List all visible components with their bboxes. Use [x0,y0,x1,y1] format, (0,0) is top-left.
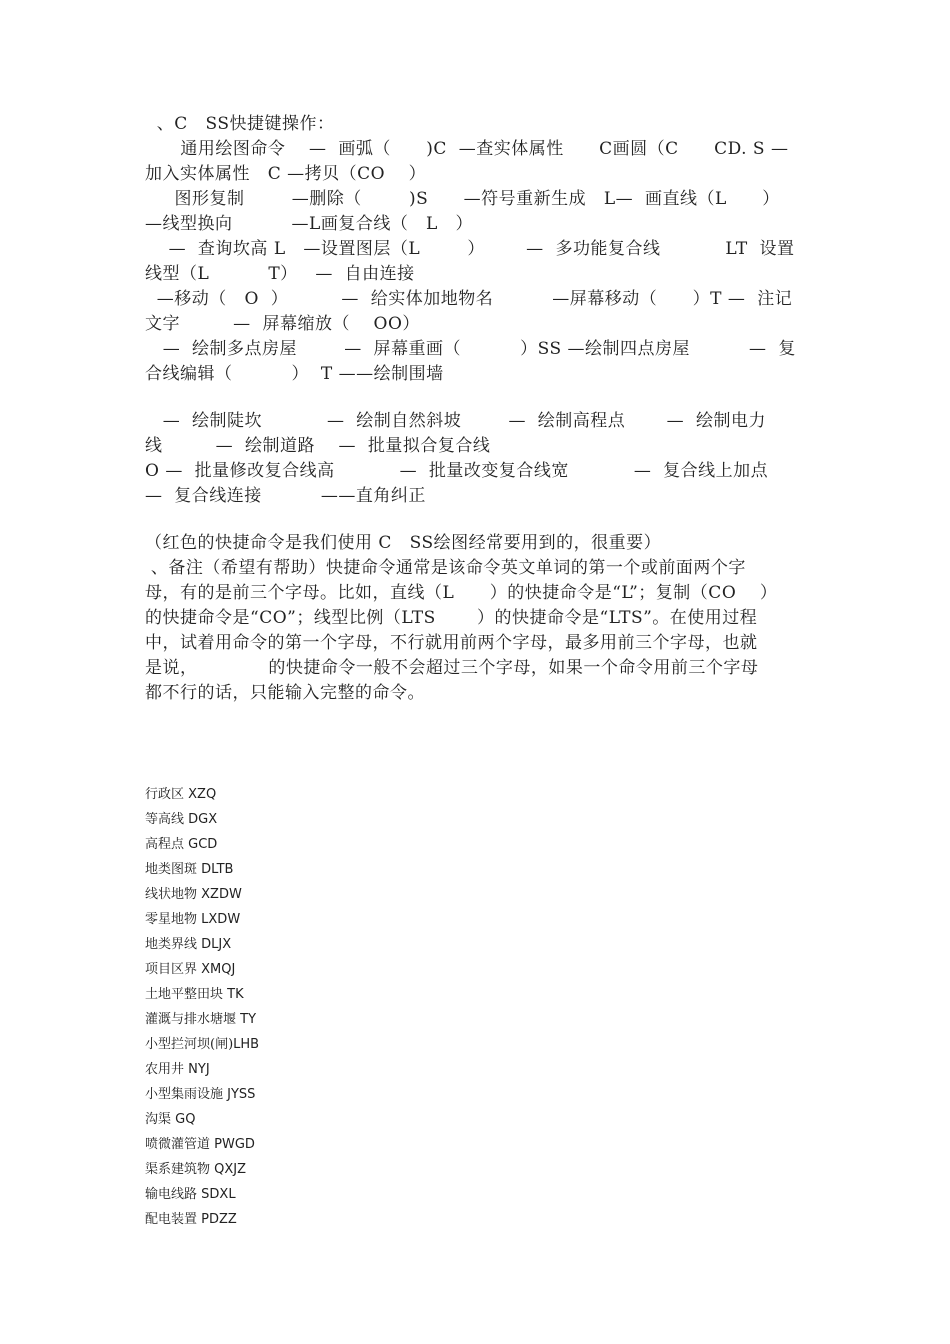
text-line: —线型换向 —L画复合线（ L ） [145,214,474,234]
list-item [145,782,259,807]
item-code: JYSS [227,1087,256,1102]
text-line: （红色的快捷命令是我们使用 C SS绘图经常要用到的，很重要） [145,533,662,553]
list-item [145,1057,259,1082]
item-code: SDXL [201,1187,236,1202]
list-item [145,932,259,957]
list-item [145,832,259,857]
text-line: 中，试着用命令的第一个字母，不行就用前两个字母，最多用前三个字母，也就 [145,633,758,653]
item-code: GQ [175,1112,196,1127]
notes-section [145,531,810,706]
list-item [145,1182,259,1207]
list-item [145,957,259,982]
text-line: 都不行的话，只能输入完整的命令。 [145,683,425,703]
text-line: 文字 — 屏幕缩放（ OO） [145,314,420,334]
list-item [145,1007,259,1032]
item-name: 灌溉与排水塘堰 [145,1012,237,1027]
list-item [145,1107,259,1132]
text-line: — 复合线连接 ——直角纠正 [145,486,426,506]
document-body [145,112,810,706]
list-item [145,807,259,832]
item-code: PDZZ [201,1212,237,1227]
text-line: 的快捷命令是“CO”；线型比例（LTS ）的快捷命令是“LTS”。在使用过程 [145,608,758,628]
list-item [145,1082,259,1107]
list-item [145,907,259,932]
item-name: 高程点 [145,837,185,852]
text-line: 图形复制 —删除（ )S —符号重新生成 L— 画直线（L ） [145,189,780,209]
list-item [145,857,259,882]
text-line: 、备注（希望有帮助）快捷命令通常是该命令英文单词的第一个或前面两个字 [145,558,746,578]
text-line: O — 批量修改复合线高 — 批量改变复合线宽 — 复合线上加点 [145,461,769,481]
text-line: —移动（ O ） — 给实体加地物名 —屏幕移动（ ）T — 注记 [145,289,793,309]
item-name: 零星地物 [145,912,198,927]
item-code: QXJZ [214,1162,247,1177]
item-code: DLJX [201,937,232,952]
item-name: 地类界线 [145,937,198,952]
text-line: — 绘制多点房屋 — 屏幕重画（ ）SS —绘制四点房屋 — 复 [145,339,796,359]
text-line: 合线编辑（ ） T ——绘制围墙 [145,364,444,384]
item-name: 配电装置 [145,1212,198,1227]
item-name: 等高线 [145,812,185,827]
item-code: XZDW [201,887,242,902]
list-item [145,1157,259,1182]
item-code: PWGD [214,1137,255,1152]
item-code: XMQJ [201,962,236,977]
item-code: TK [227,987,244,1002]
section-heading: 、C SS快捷键操作： [145,114,335,134]
item-name: 渠系建筑物 [145,1162,211,1177]
item-name: 项目区界 [145,962,198,977]
item-name: 沟渠 [145,1112,172,1127]
list-item [145,1132,259,1157]
text-line: 是说， 的快捷命令一般不会超过三个字母，如果一个命令用前三个字母 [145,658,759,678]
item-name: 输电线路 [145,1187,198,1202]
item-name: 小型集雨设施 [145,1087,224,1102]
item-code: TY [240,1012,257,1027]
spacer [145,509,810,531]
spacer [145,387,810,409]
item-name: 行政区 [145,787,185,802]
item-code: GCD [188,837,218,852]
list-item [145,982,259,1007]
text-line: 母，有的是前三个字母。比如，直线（L ）的快捷命令是“L”；复制（CO ） [145,583,778,603]
layer-code-list [145,782,259,1232]
item-code: NYJ [188,1062,210,1077]
item-name: 喷微灌管道 [145,1137,211,1152]
item-code: XZQ [188,787,217,802]
text-line: 线 — 绘制道路 — 批量拟合复合线 [145,436,491,456]
list-item [145,882,259,907]
item-code: DLTB [201,862,234,877]
item-name: 线状地物 [145,887,198,902]
item-name: 农用井 [145,1062,185,1077]
list-item [145,1032,259,1057]
shortcut-section [145,112,810,387]
item-code: DGX [188,812,218,827]
text-line: 通用绘图命令 — 画弧（ )C —查实体属性 C画圆（C CD. S — [145,139,789,159]
text-line: — 查询坎高 L —设置图层（L ） — 多功能复合线 LT 设置 [145,239,795,259]
text-line: 线型（L T） — 自由连接 [145,264,415,284]
item-name: 地类图斑 [145,862,198,877]
drawing-section [145,409,810,509]
text-line: — 绘制陡坎 — 绘制自然斜坡 — 绘制高程点 — 绘制电力 [145,411,766,431]
text-line: 加入实体属性 C —拷贝（CO ） [145,164,427,184]
item-name: 小型拦河坝(闸) [145,1037,234,1052]
item-name: 土地平整田块 [145,987,224,1002]
item-code: LHB [233,1037,260,1052]
item-code: LXDW [201,912,241,927]
list-item [145,1207,259,1232]
